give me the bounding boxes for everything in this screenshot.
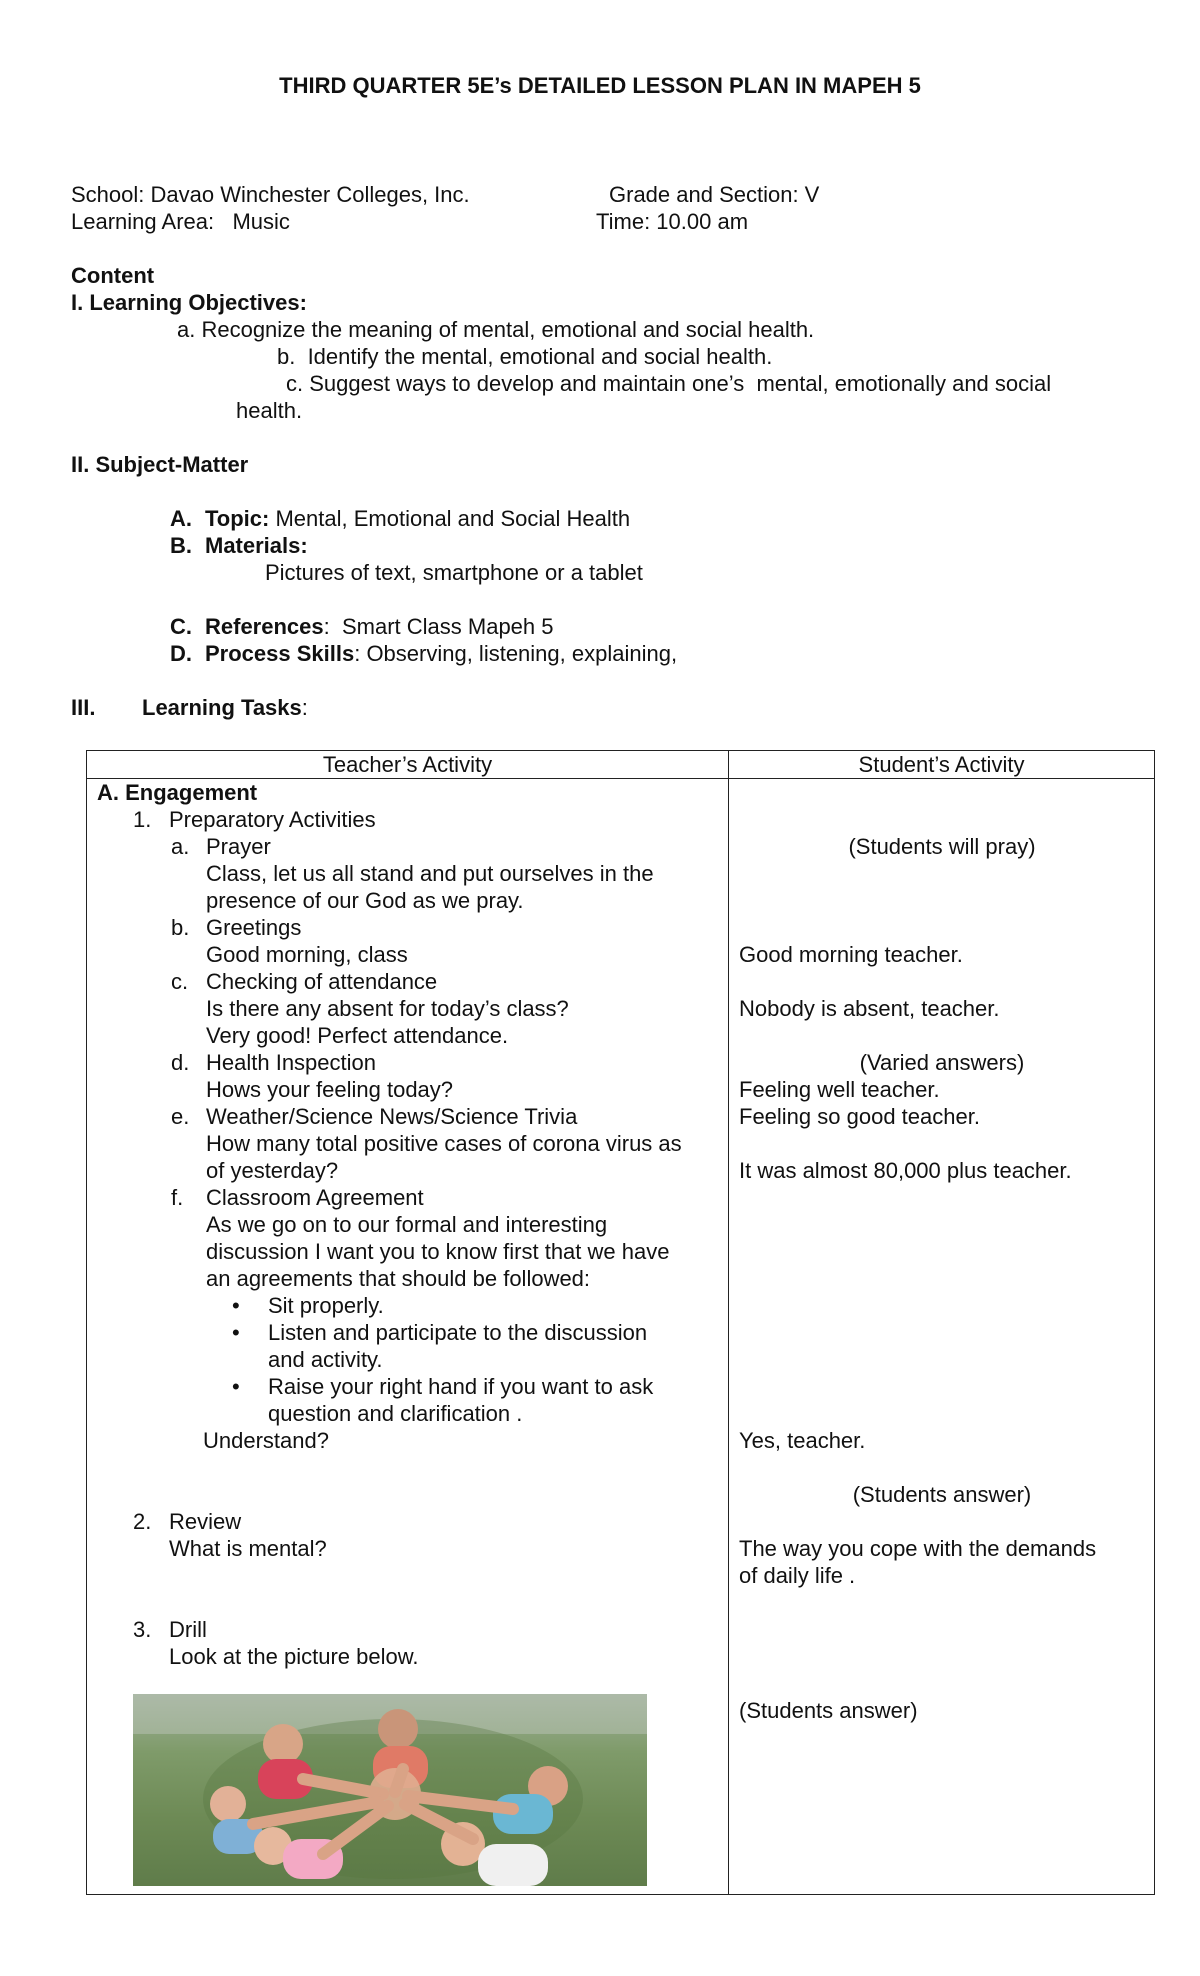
materials-letter: B. xyxy=(170,533,192,558)
children-joining-hands-photo xyxy=(133,1694,647,1886)
attendance-heading: Checking of attendance xyxy=(206,969,438,994)
health-line-1: Hows your feeling today? xyxy=(206,1077,454,1102)
student-answer-drill: (Students answer) xyxy=(739,1698,918,1723)
objectives-heading: I. Learning Objectives: xyxy=(71,290,307,315)
student-answer-review: (Students answer) xyxy=(852,1482,1032,1507)
bullet-2-line-2: and activity. xyxy=(268,1347,383,1372)
objective-b: b. Identify the mental, emotional and social health. xyxy=(277,344,773,369)
student-cope-line-2: of daily life . xyxy=(739,1563,856,1588)
greetings-line-1: Good morning, class xyxy=(206,942,408,967)
teacher-activity-cell xyxy=(87,779,729,1895)
children-circle-illustration xyxy=(133,1694,647,1886)
bullet-2-glyph: • xyxy=(232,1320,240,1345)
time-label: Time: 10.00 am xyxy=(596,209,749,234)
review-heading: Review xyxy=(169,1509,242,1534)
student-attendance: Nobody is absent, teacher. xyxy=(739,996,1000,1021)
drill-instruction: Look at the picture below. xyxy=(169,1644,419,1669)
objective-c-continued: health. xyxy=(236,398,303,423)
materials-value: Pictures of text, smartphone or a tablet xyxy=(265,560,643,585)
learning-tasks-table xyxy=(86,750,1155,1895)
attendance-letter: c. xyxy=(171,969,189,994)
school-label: School: Davao Winchester Colleges, Inc. xyxy=(71,182,470,207)
references-label: References xyxy=(205,614,324,639)
review-question: What is mental? xyxy=(169,1536,327,1561)
objective-c: c. Suggest ways to develop and maintain one’s mental, emotionally and social xyxy=(286,371,1052,396)
student-activity-cell xyxy=(729,779,1155,1895)
weather-letter: e. xyxy=(171,1104,190,1129)
bullet-1-glyph: • xyxy=(232,1293,240,1318)
student-feeling-good: Feeling so good teacher. xyxy=(739,1104,980,1129)
skills-value: : Observing, listening, explaining, xyxy=(354,641,678,666)
attendance-line-1: Is there any absent for today’s class? xyxy=(206,996,569,1021)
bullet-2-line-1: Listen and participate to the discussion xyxy=(268,1320,648,1345)
student-activity-header: Student’s Activity xyxy=(729,751,1155,779)
student-pray: (Students will pray) xyxy=(848,834,1036,859)
health-letter: d. xyxy=(171,1050,190,1075)
prep-activities: Preparatory Activities xyxy=(169,807,376,832)
prayer-line-1: Class, let us all stand and put ourselves in the xyxy=(206,861,654,886)
agreement-letter: f. xyxy=(171,1185,184,1210)
references-value: : Smart Class Mapeh 5 xyxy=(323,614,554,639)
review-number: 2. xyxy=(133,1509,152,1534)
weather-line-2: of yesterday? xyxy=(206,1158,339,1183)
content-heading: Content xyxy=(71,263,155,288)
learning-area-label: Learning Area: Music xyxy=(71,209,290,234)
student-yes: Yes, teacher. xyxy=(739,1428,866,1453)
document-title: THIRD QUARTER 5E’s DETAILED LESSON PLAN IN MAPEH 5 xyxy=(279,73,921,98)
references-line xyxy=(205,613,554,640)
bullet-3-line-2: question and clarification . xyxy=(268,1401,523,1426)
agreement-heading: Classroom Agreement xyxy=(206,1185,424,1210)
drill-heading: Drill xyxy=(169,1617,207,1642)
agreement-line-2: discussion I want you to know first that we have xyxy=(206,1239,670,1264)
student-feeling-well: Feeling well teacher. xyxy=(739,1077,940,1102)
drill-number: 3. xyxy=(133,1617,152,1642)
health-heading: Health Inspection xyxy=(206,1050,376,1075)
topic-label: Topic: xyxy=(205,506,270,531)
skills-line xyxy=(205,640,677,667)
weather-heading: Weather/Science News/Science Trivia xyxy=(206,1104,578,1129)
objective-a: a. Recognize the meaning of mental, emotional and social health. xyxy=(177,317,815,342)
student-varied-answers: (Varied answers) xyxy=(859,1050,1025,1075)
agreement-line-1: As we go on to our formal and interesting xyxy=(206,1212,608,1237)
engagement-heading: A. Engagement xyxy=(97,780,258,805)
greetings-heading: Greetings xyxy=(206,915,302,940)
prayer-letter: a. xyxy=(171,834,190,859)
skills-label: Process Skills xyxy=(205,641,355,666)
greetings-letter: b. xyxy=(171,915,190,940)
topic-line xyxy=(205,505,630,532)
learning-tasks-label: Learning Tasks xyxy=(142,695,302,720)
bullet-3-glyph: • xyxy=(232,1374,240,1399)
student-cope-line-1: The way you cope with the demands xyxy=(739,1536,1097,1561)
subject-matter-heading: II. Subject-Matter xyxy=(71,452,249,477)
prayer-line-2: presence of our God as we pray. xyxy=(206,888,524,913)
materials-label: Materials: xyxy=(205,533,308,558)
teacher-activity-header: Teacher’s Activity xyxy=(87,751,729,779)
references-letter: C. xyxy=(170,614,192,639)
student-greeting: Good morning teacher. xyxy=(739,942,963,967)
bullet-1: Sit properly. xyxy=(268,1293,384,1318)
topic-value: Mental, Emotional and Social Health xyxy=(275,506,631,531)
student-cases-answer: It was almost 80,000 plus teacher. xyxy=(739,1158,1072,1183)
weather-line-1: How many total positive cases of corona virus as xyxy=(206,1131,682,1156)
attendance-line-2: Very good! Perfect attendance. xyxy=(206,1023,509,1048)
agreement-line-3: an agreements that should be followed: xyxy=(206,1266,591,1291)
grade-section-label: Grade and Section: V xyxy=(609,182,820,207)
skills-letter: D. xyxy=(170,641,192,666)
learning-tasks-colon: : xyxy=(301,695,308,720)
topic-letter: A. xyxy=(170,506,192,531)
bullet-3-line-1: Raise your right hand if you want to ask xyxy=(268,1374,654,1399)
understand-question: Understand? xyxy=(203,1428,329,1453)
learning-tasks-heading xyxy=(142,694,308,721)
prayer-heading: Prayer xyxy=(206,834,271,859)
learning-tasks-numeral: III. xyxy=(71,695,96,720)
prep-number: 1. xyxy=(133,807,152,832)
